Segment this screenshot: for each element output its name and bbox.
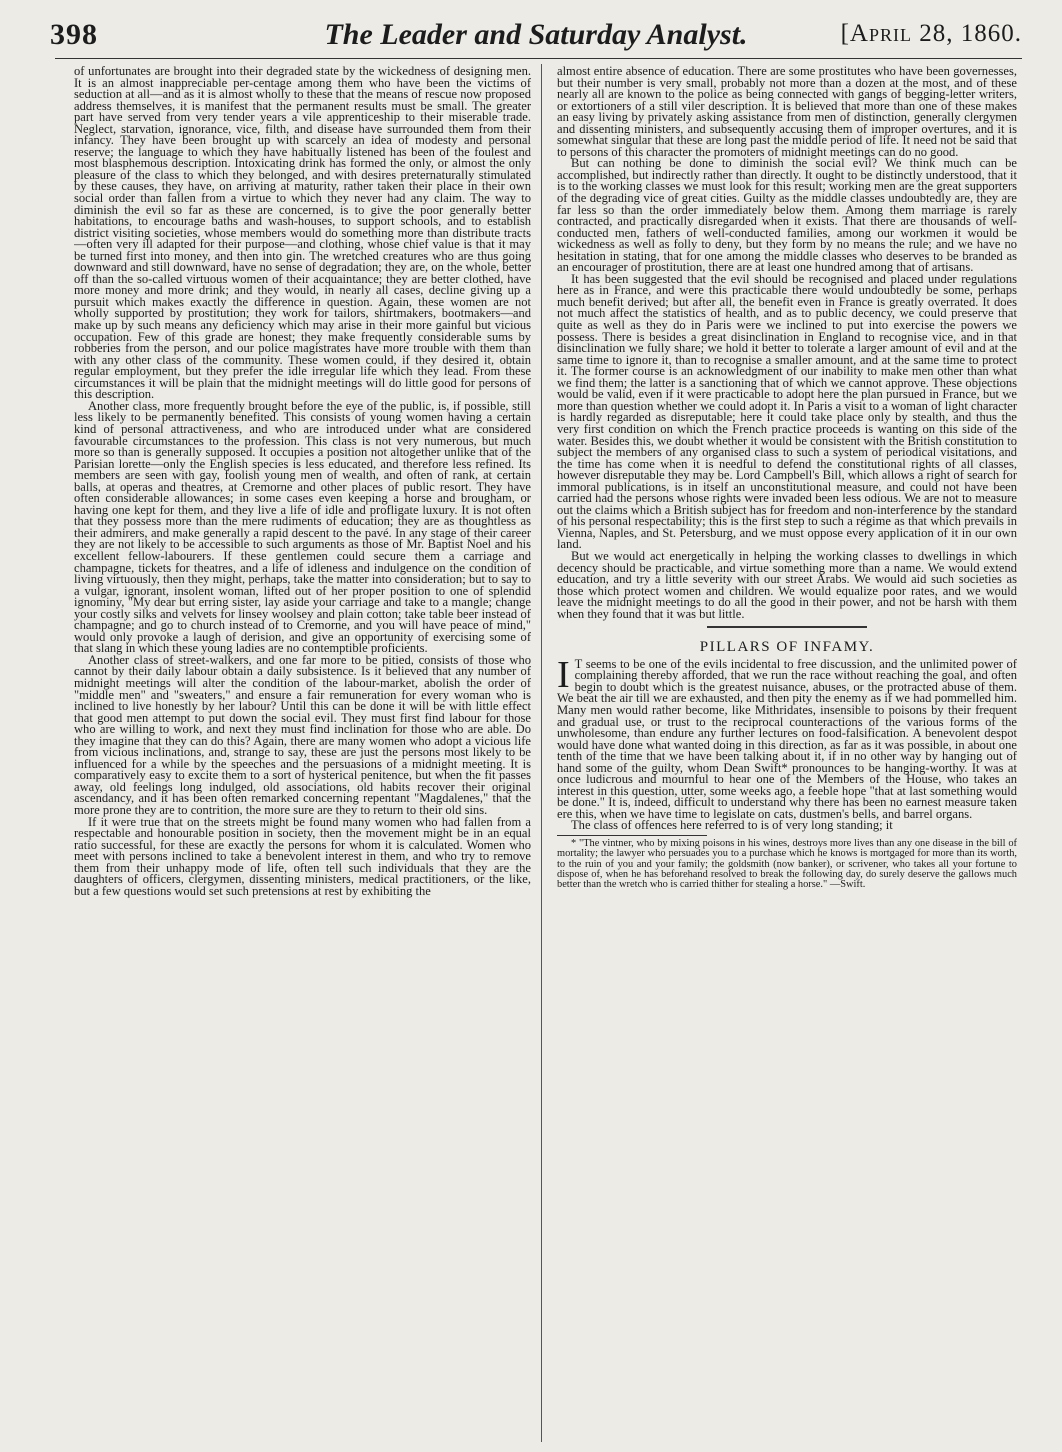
running-title: The Leader and Saturday Analyst. — [324, 18, 748, 51]
issue-date: [April 28, 1860. — [840, 20, 1022, 47]
body-paragraph: If it were true that on the streets might be found many women who had fallen from a respectable and honourable position in society, then the movement might be in an equal ratio successful, for these are exactly the persons for whom it is calculated. Women who meet with persons inclined to take a benevolent interest in them, and who try to remove them from their unhappy mode of life, often tell such individuals that they are the daughters of officers, clergymen, dissenting ministers, medical practitioners, or the like, but a few questions would set such pretensions at rest by exhibiting the — [74, 814, 531, 898]
body-paragraph: Another class of street-walkers, and one far more to be pitied, consists of those who cannot by their daily labour obtain a daily subsistence. Is it believed that any number of midnight meetings will alter the condition of the labour-market, abolish the order of "middle men" and "sweaters," and ensure a fair remuneration for every woman who is inclined to live honestly by her labour? Until this can be done it will be with little effect that good men attempt to put down the social evil. They must first find labour for those who are willing to work, and next they must find inclination for those who are able. Do they imagine that they can do this? Again, there are many women who adopt a vicious life from vicious inclinations, and, strange to say, these are just the persons most likely to be influenced for a while by the speeches and the persuasions of a midnight meeting. It is comparatively easy to excite them to a sort of hysterical penitence, but when the fit passes away, old feelings long indulged, old associations, old habits recover their original ascendancy, and it has been often remarked concerning repentant "Magdalenes," that the more prone they are to contrition, the more sure are they to return to their old sins. — [74, 652, 531, 817]
section-title: PILLARS OF INFAMY. — [699, 639, 875, 656]
section-opening-text: T seems to be one of the evils incidental to free discussion, and the unlimited power of complaining thereby afforded, that we run the race without reaching the goal, and often begin to doubt which is the greatest nuisance, abuses, or the protracted abuse of them. We beat the air till we are exhausted, and then pity the enemy as if we had pommelled him. Many men would rather become, like Mithridates, insensible to poisons by their frequent and gradual use, or trust to the reciprocal counteractions of the various forms of the unwholesome, than endure any further lectures on food-falsification. A benevolent despot would have done what wanted doing in this direction, as far as it was possible, in about one tenth of the time that we have been talking about it, if in no other way by hanging out of hand some of the guilty, whom Dean Swift* pronounces to be hanging-worthy. It was at once ludicrous and mournful to hear one of the Members of the House, who takes an interest in this question, utter, some weeks ago, a feeble hope "that at last something would be done." It is, indeed, difficult to understand why there has been no earnest measure taken ere this, when we have time to legislate on cats, dustmen's bells, and barrel organs. — [557, 656, 1017, 821]
column-rule — [541, 64, 542, 1442]
footnote: * "The vintner, who by mixing poisons in his wines, destroys more lives than any one disease in the bill of mortality; the lawyer who persuades you to a purchase which he knows is mortgaged for more than its worth, to the ruin of you and your family; the goldsmith (now banker), or scrivener, who takes all your fortune to dispose of, when he has beforehand resolved to break the following day, do surely deserve the gallows much better than the wretch who is carried thither for stealing a horse." —Swift. — [557, 838, 1017, 891]
section-divider — [707, 626, 867, 630]
body-paragraph: almost entire absence of education. There are some prostitutes who have been governesses, but their number is very small, probably not more than a dozen at the most, and of these nearly all are known to the police as being connected with gangs of begging-letter writers, or extortioners of a still viler description. It is believed that more than one of these makes an easy living by privately asking assistance from men of distinction, generally clergymen and dissenting ministers, and subsequently accusing them of improper overtures, and it is somewhat singular that these are long past the middle period of life. It need not be said that to persons of this character the promoters of midnight meetings can do no good. — [557, 66, 1017, 159]
page-number: 398 — [50, 18, 98, 51]
body-paragraph: Another class, more frequently brought before the eye of the public, is, if possible, still less likely to be permanently benefited. This consists of young women having a certain kind of personal attractiveness, and who are introduced under what are considered favourable circumstances to the profession. This class is not very numerous, but much more so than is generally supposed. It occupies a position not altogether unlike that of the Parisian lorette—only the English species is less educated, and therefore less refined. Its members are seen with gay, foolish young men of wealth, and often of rank, at certain balls, at operas and theatres, at Cremorne and other places of public resort. They have often considerable allowances; in some cases even keeping a horse and brougham, or having one kept for them, and they live a life of idle and profligate luxury. It is not often that they possess more than the mere rudiments of education; they are as thoughtless as their admirers, and make generally a rapid descent to the pavé. In any stage of their career they are not likely to be accessible to such arguments as those of Mr. Baptist Noel and his excellent fellow-labourers. If these gentlemen could secure them a carriage and champagne, tickets for theatres, and a life of idleness and indulgence on the condition of living virtuously, then they might, perhaps, take the matter into consideration; but to say to a vulgar, ignorant, insolent woman, lifted out of her proper position to one of splendid ignominy, "My dear but erring sister, lay aside your carriage and take to a mangle; change your costly silks and velvets for linsey woolsey and plain cotton; take table beer instead of champagne; and go to church instead of to Cremorne, and you will have peace of mind," would only provoke a laugh of derision, and give an opportunity of exercising some of that slang in which these young ladies are no contemptible proficients. — [74, 398, 531, 656]
body-paragraph: of unfortunates are brought into their degraded state by the wickedness of designing men. It is an almost inappreciable per-centage among them who have been the victims of seduction at all—and as it is almost wholly to these that the means of rescue now proposed address themselves, it is manifest that the permanent results must be small. The greater part have served from very tender years a vile apprenticeship to their miserable trade. Neglect, starvation, ignorance, vice, filth, and disease have surrounded them from their infancy. They have been brought up with scarcely an idea of modesty and personal reserve; the language to which they have habitually listened has been of the foulest and most blasphemous description. Intoxicating drink has formed the only, or almost the only pleasure of the class to which they belonged, and with desires preternaturally stimulated by these causes, they have, on arriving at maturity, rather taken their place in their own social order than fallen from a virtue to which they never had any claim. The way to diminish the evil so far as these are concerned, is to give the poor generally better habitations, to encourage baths and wash-houses, to support schools, and to establish district visiting societies, whose members would do something more than distribute tracts—often very ill adapted for their purpose—and clothing, whose chief value is that it may be turned first into money, and then into gin. The wretched creatures who are thus going downward and still downward, have no sense of degradation; they are, on the whole, better off than the so-called virtuous women of their acquaintance; they are better clothed, have more money and more drink; and they would, in nearly all cases, decline giving up a pursuit which makes exactly the difference in question. Again, these women are not wholly supported by prostitution; they work for tailors, shirtmakers, bootmakers—and make up by such means any deficiency which may arise in their more gainful but vicious occupation. Few of this grade are honest; they make frequently considerable sums by robberies from the person, and our police magistrates have more trouble with them than with any other class of the community. These women could, if they desired it, obtain regular employment, but they prefer the idle irregular life which they lead. From these circumstances it will be plain that the midnight meetings will do little good for persons of this description. — [74, 66, 531, 402]
header-rule — [55, 58, 1022, 59]
footnote-rule — [557, 835, 707, 836]
body-paragraph: But can nothing be done to diminish the social evil? We think much can be accomplished, but indirectly rather than directly. It ought to be distinctly understood, that it is to the working classes we must look for this result; working men are the great supporters of the degrading vice of great cities. Guilty as the middle classes undoubtedly are, they are far less so than the order immediately below them. Among them marriage is rarely contracted, and practically disregarded when it exists. That there are thousands of well-conducted men, fathers of well-conducted families, among our workmen it would be wickedness as well as folly to deny, but they form by no means the rule; and we have no hesitation in stating, that for one among the middle classes who deserves to be branded as an encourager of prostitution, there are at least one hundred among that of artisans. — [557, 156, 1017, 275]
left-column — [74, 66, 531, 1444]
body-paragraph: But we would act energetically in helping the working classes to dwellings in which decency should be practicable, and virtue something more than a name. We would extend education, and try a little severity with our street Arabs. We would aid such societies as those which protect women and children. We would equalize poor rates, and we would leave the midnight meetings to do all the good in their power, and not be harsh with them when they found that it was but little. — [557, 548, 1017, 621]
right-column — [557, 66, 1017, 1446]
drop-cap: I — [557, 653, 570, 696]
body-paragraph: It has been suggested that the evil should be recognised and placed under regulations here as in France, and were this practicable there would undoubtedly be some, perhaps much benefit derived; but after all, the benefit even in France is greatly overrated. It does not much affect the statistics of health, and as to public decency, we could preserve that quite as well as they do in Paris were we inclined to put into exercise the powers we possess. There is besides a great disinclination in England to recognise vice, and in that disinclination we fully share; we hold it better to tolerate a larger amount of evil and at the same time to ignore it, than to recognise a smaller amount, and at the same time to protect it. The former course is an acknowledgment of our inability to make men other than what we find them; the latter is a sanctioning that of which we cannot approve. These objections would be valid, even if it were practicable to adopt here the plan pursued in France, but we more than question whether we could adopt it. In Paris a visit to a woman of light character is hardly regarded as disreputable; here it could take place only by stealth, and thus the very first condition on which the French practice proceeds is wanting on this side of the water. Besides this, we doubt whether it would be consistent with the British constitution to subject the members of any organised class to such a system of periodical visitations, and the time has come when it is needful to defend the constitutional rights of all classes, however disreputable they may be. Lord Campbell's Bill, which allows a right of search for immoral publications, is in itself an unconstitutional measure, and could not have been carried had the persons whose rights were invaded been less odious. We are not to measure out the claims which a British subject has for freedom and non-interference by the standard of his personal respectability; this is the first step to such a régime as that which prevails in Vienna, Naples, and St. Petersburg, and we must oppose every application of it in our own land. — [557, 271, 1017, 552]
section-opening — [557, 653, 1017, 821]
body-paragraph: The class of offences here referred to is of very long standing; it — [571, 818, 893, 833]
